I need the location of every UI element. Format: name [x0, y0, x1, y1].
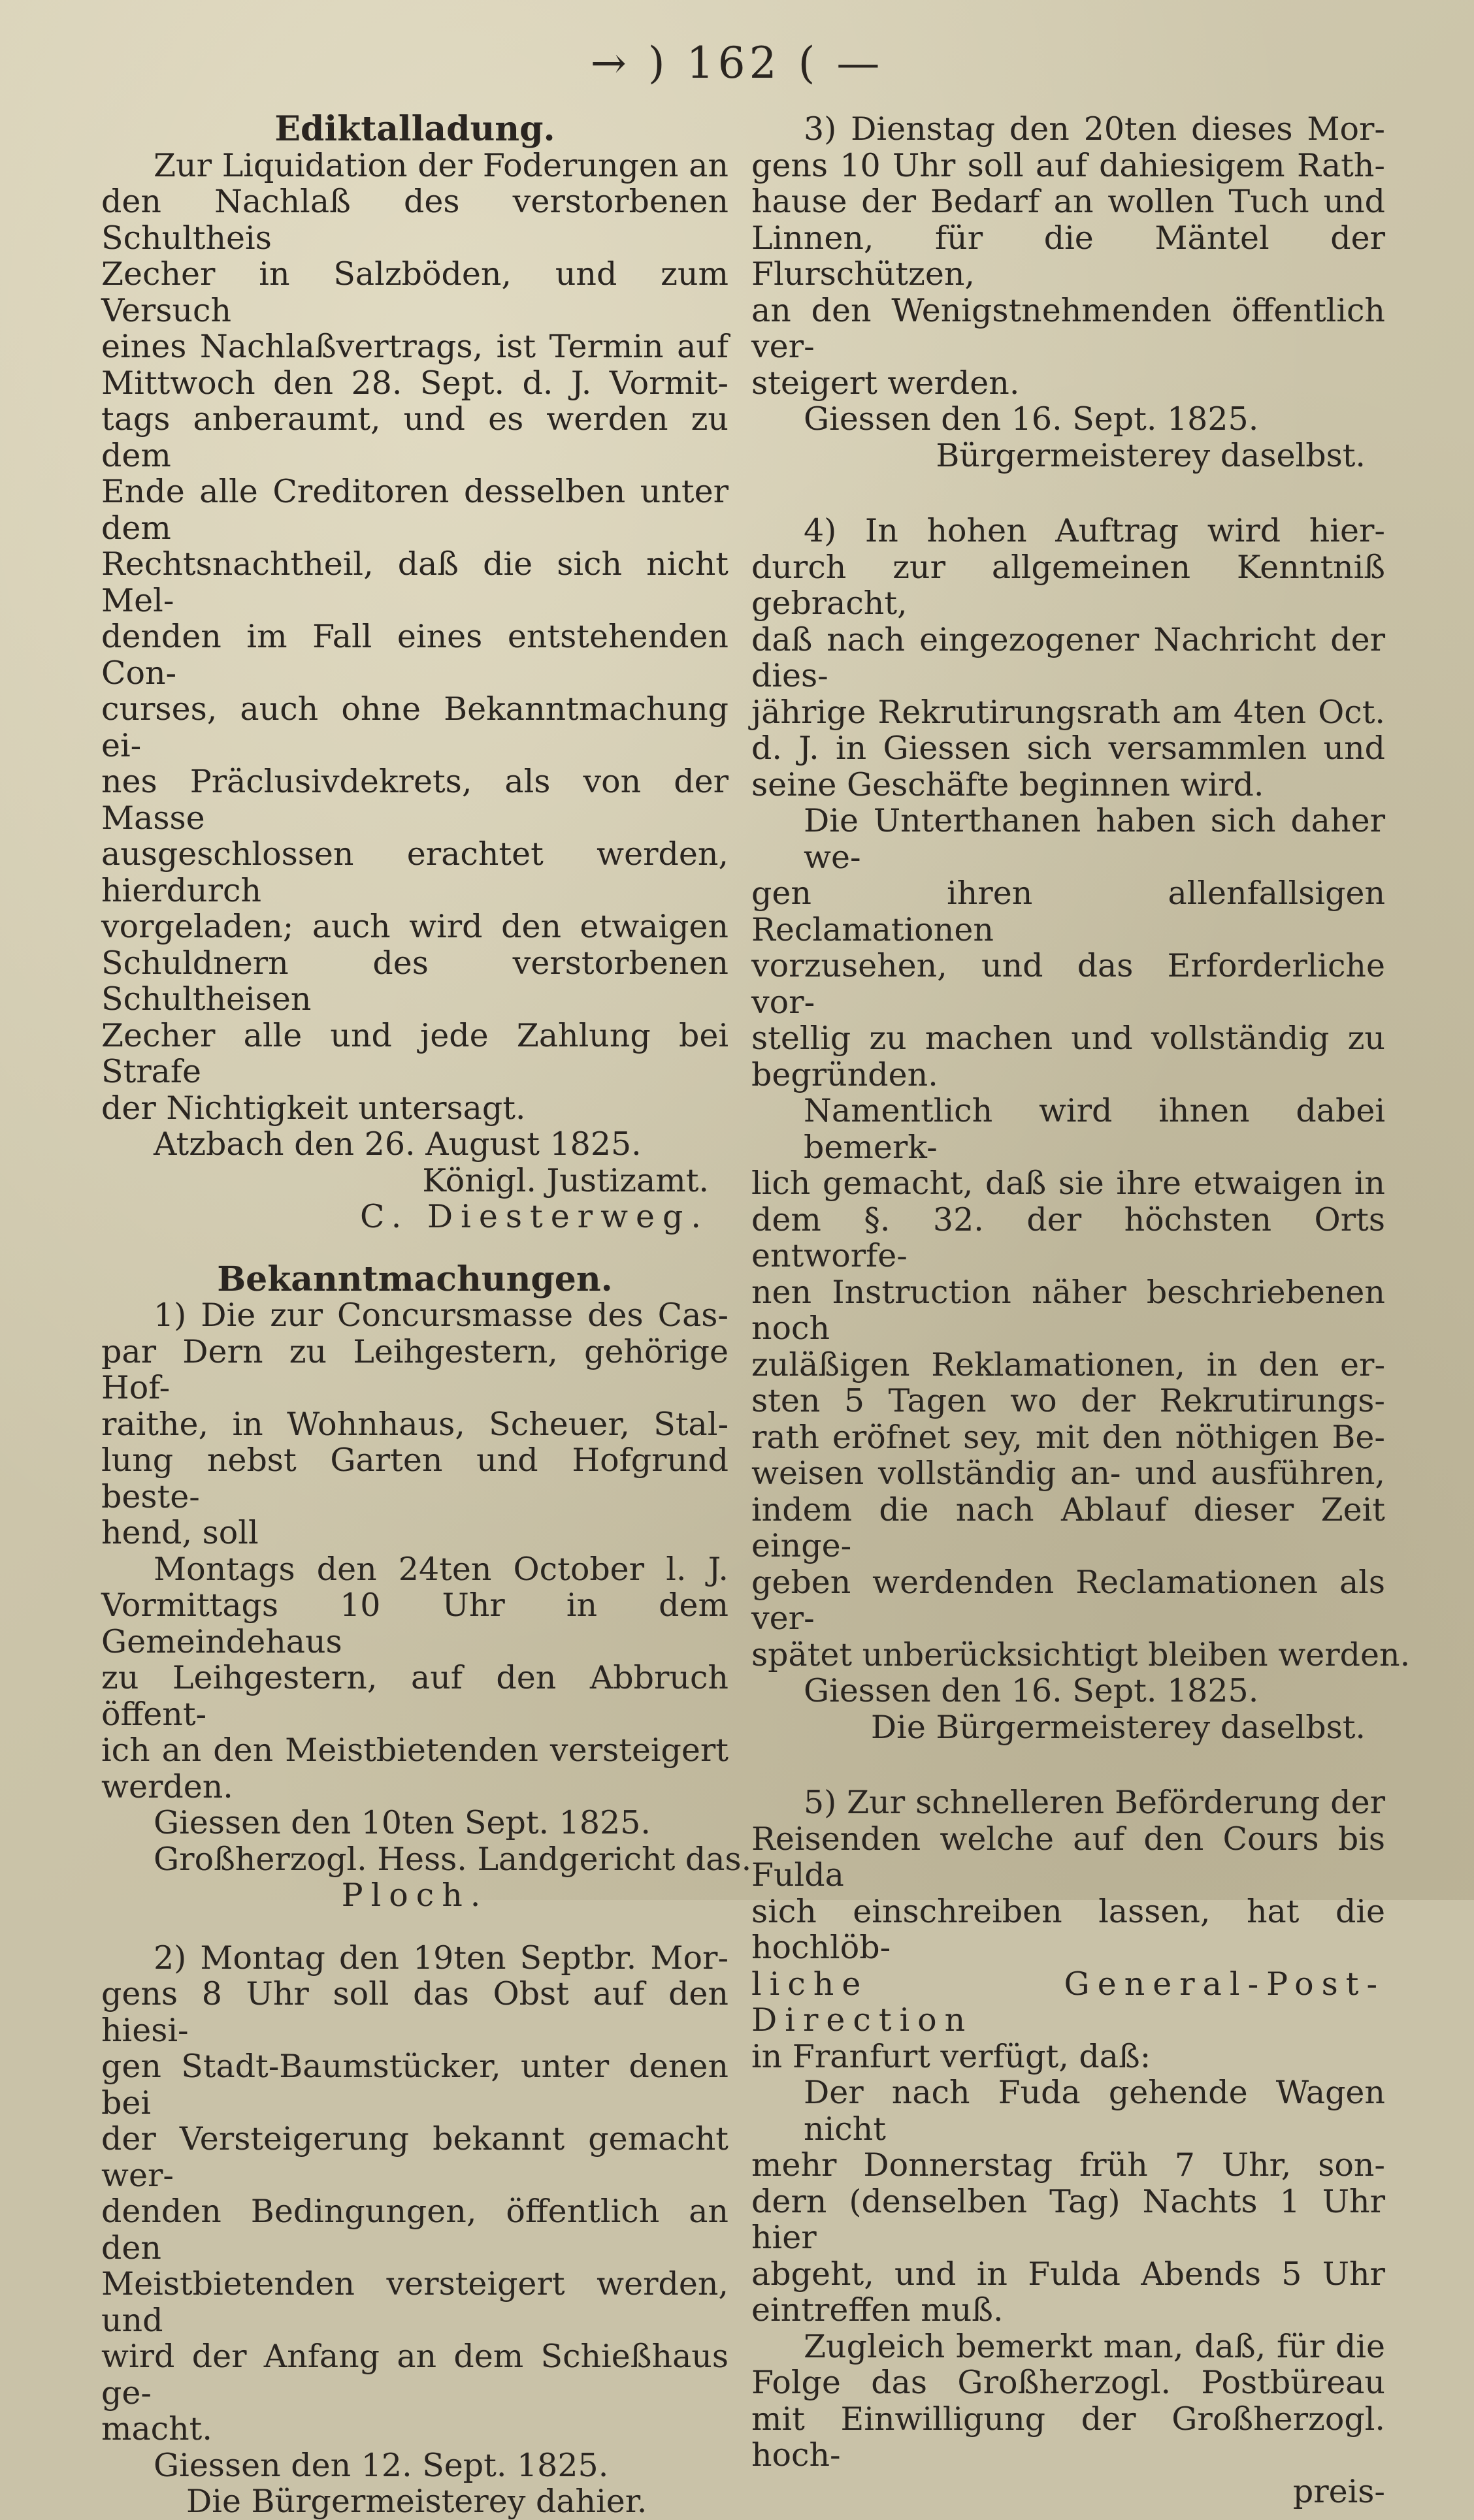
- text-line: nes Präclusivdekrets, als von der Masse: [101, 763, 729, 837]
- text-line: 1) Die zur Concursmasse des Cas-: [154, 1297, 729, 1334]
- notice-4-signature: Die Bürgermeisterey daselbst.: [870, 1708, 1366, 1746]
- catchword: preis-: [1292, 2472, 1385, 2510]
- text-line: indem die nach Ablauf dieser Zeit einge-: [751, 1491, 1385, 1564]
- text-line: gen ihren allenfallsigen Reclamationen: [751, 875, 1385, 948]
- notice-1-authority: Großherzogl. Hess. Landgericht das.: [154, 1840, 752, 1878]
- text-line: den Nachlaß des verstorbenen Schultheis: [101, 183, 729, 257]
- right-column: [751, 110, 1411, 2510]
- edict-place-date: Atzbach den 26. August 1825.: [154, 1125, 642, 1163]
- notice-1: [101, 1297, 752, 1914]
- text-line: rath eröfnet sey, mit den nöthigen Be-: [751, 1418, 1385, 1456]
- text-line: wird der Anfang an dem Schießhaus ge-: [101, 2338, 729, 2412]
- text-line: Zur Liquidation der Foderungen an: [154, 146, 729, 184]
- edict-signature: C. Diesterweg.: [360, 1198, 709, 1235]
- text-line: Der nach Fuda gehende Wagen nicht: [804, 2074, 1385, 2148]
- text-line: denden Bedingungen, öffentlich an den: [101, 2193, 729, 2267]
- text-line: lung nebst Garten und Hofgrund beste-: [101, 1442, 729, 1515]
- text-line: raithe, in Wohnhaus, Scheuer, Stal-: [101, 1405, 729, 1443]
- text-line: denden im Fall eines entstehenden Con-: [101, 618, 729, 692]
- text-line: steigert werden.: [751, 364, 1020, 402]
- text-line: 2) Montag den 19ten Septbr. Mor-: [154, 1939, 729, 1977]
- text-line: Mittwoch den 28. Sept. d. J. Vormit-: [101, 364, 729, 402]
- text-line: 4) In hohen Auftrag wird hier-: [804, 512, 1385, 549]
- text-line: Reisenden welche auf den Cours bis Fulda: [751, 1820, 1385, 1894]
- text-line: der Versteigerung bekannt gemacht wer-: [101, 2120, 729, 2194]
- text-line: sten 5 Tagen wo der Rekrutirungs-: [751, 1382, 1385, 1419]
- text-line: stellig zu machen und vollständig zu: [751, 1020, 1385, 1057]
- text-line: jährige Rekrutirungsrath am 4ten Oct.: [751, 693, 1385, 731]
- text-line: an den Wenigstnehmenden öffentlich ver-: [751, 291, 1385, 365]
- text-line: liche General-Post-Direction: [751, 1965, 1385, 2039]
- text-line: dern (denselben Tag) Nachts 1 Uhr hier: [751, 2182, 1385, 2256]
- text-line: 3) Dienstag den 20ten dieses Mor-: [804, 110, 1385, 148]
- notice-1-place-date: Giessen den 10ten Sept. 1825.: [154, 1804, 651, 1841]
- edict-title: Ediktalladung.: [274, 109, 555, 149]
- text-line: in Franfurt verfügt, daß:: [751, 2037, 1151, 2075]
- notice-2: [101, 1940, 729, 2520]
- notice-4: [751, 512, 1411, 1746]
- text-line: Die Unterthanen haben sich daher we-: [804, 802, 1385, 876]
- text-line: ich an den Meistbietenden versteigert: [101, 1732, 729, 1769]
- text-line: zuläßigen Reklamationen, in den er-: [751, 1346, 1385, 1383]
- text-line: eines Nachlaßvertrags, ist Termin auf: [101, 328, 729, 365]
- notice-5: [751, 1785, 1385, 2510]
- text-line: mit Einwilligung der Großherzogl. hoch-: [751, 2400, 1385, 2474]
- text-line: daß nach eingezogener Nachricht der dies-: [751, 621, 1385, 694]
- text-line: zu Leihgestern, auf den Abbruch öffent-: [101, 1659, 729, 1733]
- notice-2-signature: Die Bürgermeisterey dahier.: [186, 2483, 647, 2520]
- text-line: ausgeschlossen erachtet werden, hierdurch: [101, 835, 729, 909]
- text-line: durch zur allgemeinen Kenntniß gebracht,: [751, 548, 1385, 622]
- text-line: vorgeladen; auch wird den etwaigen: [101, 908, 729, 945]
- text-line: Zecher in Salzböden, und zum Versuch: [101, 255, 729, 329]
- text-line: hend, soll: [101, 1514, 259, 1551]
- text-line: begründen.: [751, 1056, 938, 1093]
- notice-4-place-date: Giessen den 16. Sept. 1825.: [804, 1672, 1259, 1709]
- text-line: par Dern zu Leihgestern, gehörige Hof-: [101, 1333, 729, 1406]
- text-line: d. J. in Giessen sich versammlen und: [751, 730, 1385, 767]
- text-line: gen Stadt-Baumstücker, unter denen bei: [101, 2048, 729, 2122]
- text-line: Vormittags 10 Uhr in dem Gemeindehaus: [101, 1587, 729, 1660]
- text-line: Montags den 24ten October l. J.: [154, 1550, 729, 1588]
- notice-3: [751, 111, 1385, 474]
- edict-authority: Königl. Justizamt.: [422, 1161, 709, 1199]
- notice-1-signature: Ploch.: [341, 1877, 489, 1914]
- text-line: Meistbietenden versteigert werden, und: [101, 2265, 729, 2339]
- text-line: hause der Bedarf an wollen Tuch und: [751, 183, 1385, 220]
- notice-2-place-date: Giessen den 12. Sept. 1825.: [154, 2446, 609, 2484]
- text-line: Folge das Großherzogl. Postbüreau: [751, 2364, 1385, 2401]
- notice-3-signature: Bürgermeisterey daselbst.: [936, 436, 1366, 474]
- text-line: gens 10 Uhr soll auf dahiesigem Rath-: [751, 146, 1385, 184]
- text-line: geben werdenden Reclamationen als ver-: [751, 1563, 1385, 1637]
- text-line: gens 8 Uhr soll das Obst auf den hiesi-: [101, 1975, 729, 2049]
- text-line: Ende alle Creditoren desselben unter dem: [101, 473, 729, 547]
- text-line: mehr Donnerstag früh 7 Uhr, son-: [751, 2146, 1385, 2184]
- text-line: eintreffen muß.: [751, 2291, 1004, 2329]
- text-line: tags anberaumt, und es werden zu dem: [101, 400, 729, 474]
- text-line: vorzusehen, und das Erforderliche vor-: [751, 947, 1385, 1021]
- text-line: Namentlich wird ihnen dabei bemerk-: [804, 1092, 1385, 1166]
- text-line: abgeht, und in Fulda Abends 5 Uhr: [751, 2255, 1385, 2293]
- text-line: 5) Zur schnelleren Beförderung der: [804, 1784, 1385, 1821]
- text-line: sich einschreiben lassen, hat die hochlöb-: [751, 1892, 1385, 1966]
- text-line: lich gemacht, daß sie ihre etwaigen in: [751, 1165, 1385, 1202]
- text-line: dem §. 32. der höchsten Orts entworfe-: [751, 1201, 1385, 1274]
- text-line: curses, auch ohne Bekanntmachung ei-: [101, 690, 729, 764]
- text-line: der Nichtigkeit untersagt.: [101, 1089, 526, 1127]
- text-line: werden.: [101, 1768, 233, 1805]
- text-line: nen Instruction näher beschriebenen noch: [751, 1273, 1385, 1347]
- edict-text: [101, 148, 729, 1127]
- left-column: [101, 109, 752, 2520]
- notices-title: Bekanntmachungen.: [217, 1259, 613, 1299]
- text-line: weisen vollständig an- und ausführen,: [751, 1455, 1385, 1492]
- text-line: Zecher alle und jede Zahlung bei Strafe: [101, 1016, 729, 1090]
- page-number: → ) 162 ( —: [590, 38, 884, 88]
- text-line: seine Geschäfte beginnen wird.: [751, 766, 1264, 803]
- text-line: Zugleich bemerkt man, daß, für die: [804, 2327, 1385, 2365]
- text-line: macht.: [101, 2410, 212, 2447]
- text-line: spätet unberücksichtigt bleiben werden.: [751, 1636, 1411, 1673]
- text-line: Linnen, für die Mäntel der Flurschützen,: [751, 219, 1385, 293]
- notice-3-place-date: Giessen den 16. Sept. 1825.: [804, 400, 1259, 438]
- text-line: Rechtsnachtheil, daß die sich nicht Mel-: [101, 545, 729, 619]
- text-line: Schuldnern des verstorbenen Schultheisen: [101, 944, 729, 1018]
